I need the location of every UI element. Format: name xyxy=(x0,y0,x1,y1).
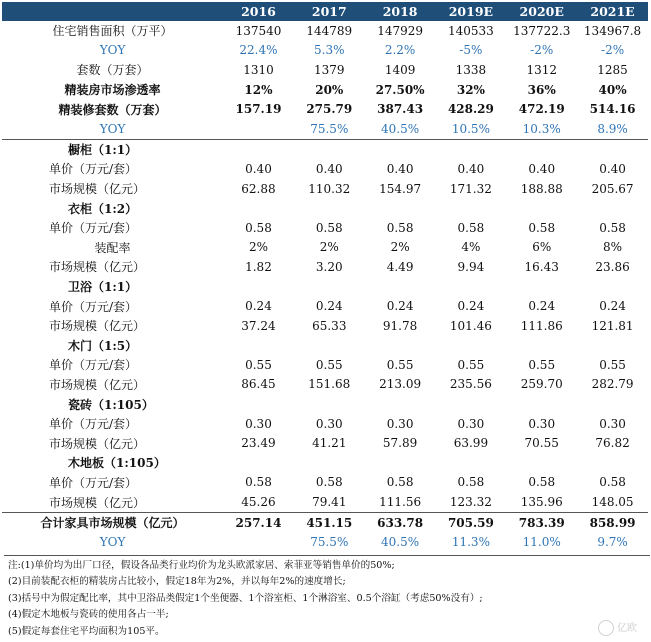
cell-value: 79.41 xyxy=(312,495,347,510)
cell-empty xyxy=(506,277,577,297)
cell-value: 41.21 xyxy=(312,436,347,451)
cell-value: 11.0% xyxy=(522,535,561,550)
cell-value: 62.88 xyxy=(241,181,276,196)
cell-empty xyxy=(506,336,577,356)
cell-value: 4.49 xyxy=(386,259,414,274)
cell-value: 1338 xyxy=(455,62,487,77)
cell-empty xyxy=(294,277,365,297)
footnote-line: (4)假定木地板与瓷砖的使用各占一半; xyxy=(8,609,169,621)
cell-value: 20% xyxy=(315,82,344,97)
header-row xyxy=(2,2,648,21)
row-label: 市场规模（亿元） xyxy=(49,260,146,275)
cell-value: 1379 xyxy=(314,62,345,77)
cell-value: 137540 xyxy=(235,23,282,38)
cell-value: 70.55 xyxy=(524,436,559,451)
cell-empty xyxy=(365,394,436,414)
cell-value: 9.7% xyxy=(597,535,628,550)
cell-value: 783.39 xyxy=(506,512,577,532)
row-area xyxy=(2,21,648,41)
row-decorated-yoy xyxy=(2,119,648,139)
row-label: 橱柜（1:1） xyxy=(68,142,138,157)
cell-value: 0.40 xyxy=(528,161,556,176)
row-label: 精装修套数（万套） xyxy=(58,102,167,117)
cell-value: 40% xyxy=(598,82,627,97)
year-header: 2020E xyxy=(506,2,577,21)
row-units xyxy=(2,60,648,80)
cell-value: 0.40 xyxy=(245,161,272,176)
row-decorated-units xyxy=(2,99,648,119)
cell-value: 1310 xyxy=(243,62,274,77)
cell-value: 0.58 xyxy=(386,220,414,235)
footnotes xyxy=(4,555,650,640)
cell-empty xyxy=(294,139,365,159)
cell-value: 40.5% xyxy=(381,535,420,550)
cell-empty xyxy=(294,336,365,356)
cell-empty xyxy=(223,453,294,473)
category-row xyxy=(2,218,648,238)
cell-empty xyxy=(577,394,648,414)
cell-empty xyxy=(436,453,507,473)
cell-empty xyxy=(506,453,577,473)
watermark-text: 亿欧 xyxy=(617,623,637,634)
watermark-logo-icon xyxy=(598,620,614,636)
cell-empty xyxy=(365,139,436,159)
cell-empty xyxy=(223,336,294,356)
footnote-line: (5)假定每套住宅平均面积为105平。 xyxy=(8,625,165,637)
cell-value: 0.55 xyxy=(315,357,343,372)
cell-value: 0.58 xyxy=(245,475,272,490)
category-header xyxy=(2,277,648,297)
cell-value: 3.20 xyxy=(315,259,343,274)
cell-value: 110.32 xyxy=(308,181,351,196)
cell-value: 0.40 xyxy=(315,161,343,176)
row-label: 卫浴（1:1） xyxy=(68,280,138,295)
category-row xyxy=(2,492,648,512)
category-header xyxy=(2,336,648,356)
row-label: 衣柜（1:2） xyxy=(68,201,138,216)
row-label: 住宅销售面积（万平） xyxy=(52,24,173,39)
cell-value: 86.45 xyxy=(241,377,276,392)
row-label: 单价（万元/套） xyxy=(49,299,138,314)
cell-value: 1.82 xyxy=(245,259,272,274)
cell-value: 0.40 xyxy=(386,161,414,176)
cell-value: 0.30 xyxy=(599,416,626,431)
cell-value: 2% xyxy=(248,240,268,255)
cell-empty xyxy=(436,198,507,218)
cell-value: 0.40 xyxy=(599,161,626,176)
cell-value: 10.5% xyxy=(436,119,507,139)
cell-value: 37.24 xyxy=(241,318,276,333)
category-header xyxy=(2,394,648,414)
cell-empty xyxy=(223,277,294,297)
cell-value: 23.86 xyxy=(595,259,630,274)
cell-empty xyxy=(577,453,648,473)
cell-value: 2% xyxy=(390,240,410,255)
cell-value: 76.82 xyxy=(595,436,630,451)
cell-value: 8.9% xyxy=(577,119,648,139)
row-label: YOY xyxy=(99,43,126,58)
cell-empty xyxy=(365,198,436,218)
row-label: 瓷砖（1:105） xyxy=(68,397,154,412)
row-label: 单价（万元/套） xyxy=(49,221,138,236)
cell-value: 171.32 xyxy=(449,181,492,196)
year-header: 2016 xyxy=(223,2,294,21)
cell-value: 154.97 xyxy=(379,181,422,196)
cell-value: 111.86 xyxy=(520,318,563,333)
row-label: 市场规模（亿元） xyxy=(49,377,146,392)
cell-value: 0.58 xyxy=(315,220,343,235)
cell-value: 2.2% xyxy=(384,43,416,58)
cell-value: 0.58 xyxy=(386,475,414,490)
cell-value: 0.24 xyxy=(245,299,272,314)
cell-value: 63.99 xyxy=(453,436,489,451)
cell-value: 257.14 xyxy=(223,512,294,532)
cell-empty xyxy=(223,198,294,218)
row-label: 市场规模（亿元） xyxy=(49,319,146,334)
cell-value: 157.19 xyxy=(235,102,282,117)
cell-empty xyxy=(577,139,648,159)
cell-value: 0.30 xyxy=(457,416,485,431)
cell-value: 111.56 xyxy=(379,495,422,510)
footnote-line: (2)目前装配衣柜的精装房占比较小，假定18年为2%，并以每年2%的速度增长; xyxy=(8,576,346,588)
cell-value: 0.58 xyxy=(457,475,485,490)
cell-value: 151.68 xyxy=(308,377,351,392)
market-size-table xyxy=(2,2,648,552)
cell-value xyxy=(223,532,294,552)
cell-value: 259.70 xyxy=(520,377,563,392)
row-label: 市场规模（亿元） xyxy=(49,436,146,451)
row-label: 套数（万套） xyxy=(76,63,149,78)
cell-value: 0.30 xyxy=(315,416,343,431)
cell-value: 32% xyxy=(456,82,485,97)
cell-value: 134967.8 xyxy=(583,23,642,38)
cell-value: 0.24 xyxy=(528,299,556,314)
cell-value: 11.3% xyxy=(451,535,490,550)
cell-empty xyxy=(506,394,577,414)
category-header xyxy=(2,198,648,218)
category-header xyxy=(2,453,648,473)
cell-value: -2% xyxy=(601,43,625,58)
row-label: 精装房市场渗透率 xyxy=(64,83,161,98)
cell-value: 0.24 xyxy=(599,299,626,314)
cell-value: 137722.3 xyxy=(513,23,571,38)
cell-value: 0.40 xyxy=(457,161,485,176)
cell-value: 705.59 xyxy=(436,512,507,532)
cell-value: 205.67 xyxy=(591,181,634,196)
cell-value: 472.19 xyxy=(518,102,565,117)
cell-value: 121.81 xyxy=(591,318,634,333)
cell-value: 235.56 xyxy=(449,377,492,392)
cell-empty xyxy=(577,336,648,356)
category-row xyxy=(2,316,648,336)
cell-value: 188.88 xyxy=(520,181,563,196)
cell-value: 0.55 xyxy=(457,357,485,372)
cell-value: 40.5% xyxy=(365,119,436,139)
row-area-yoy xyxy=(2,41,648,61)
cell-value: 0.24 xyxy=(315,299,343,314)
category-row xyxy=(2,257,648,277)
cell-value: 0.58 xyxy=(528,475,556,490)
cell-value: 2% xyxy=(319,240,339,255)
cell-value: 0.24 xyxy=(457,299,485,314)
cell-value: 23.49 xyxy=(241,436,276,451)
cell-value: 451.15 xyxy=(294,512,365,532)
cell-value: 75.5% xyxy=(310,535,349,550)
category-row xyxy=(2,414,648,434)
year-header: 2019E xyxy=(436,2,507,21)
cell-empty xyxy=(223,139,294,159)
cell-value: 0.58 xyxy=(245,220,272,235)
cell-value: 45.26 xyxy=(241,495,276,510)
cell-value: 282.79 xyxy=(591,377,634,392)
footnote-line: 注:(1)单价均为出厂口径，假设各品类行业均价为龙头欧派家居、索菲亚等销售单价的50%; xyxy=(8,560,395,571)
cell-value: 0.24 xyxy=(386,299,414,314)
cell-value: 6% xyxy=(532,240,552,255)
cell-value: 91.78 xyxy=(382,318,418,333)
row-total-yoy xyxy=(2,532,648,552)
cell-value: 858.99 xyxy=(577,512,648,532)
cell-value: 0.30 xyxy=(245,416,272,431)
cell-value: 0.58 xyxy=(599,475,626,490)
cell-value: 0.30 xyxy=(386,416,414,431)
cell-empty xyxy=(223,394,294,414)
row-label: 合计家具市场规模（亿元） xyxy=(2,512,223,532)
row-penetration xyxy=(2,80,648,100)
cell-value: 514.16 xyxy=(589,102,636,117)
cell-value: 0.58 xyxy=(599,220,626,235)
cell-value: 275.79 xyxy=(306,102,353,117)
data-table-frame xyxy=(2,2,648,638)
cell-value: 123.32 xyxy=(449,495,492,510)
row-label: 木地板（1:105） xyxy=(68,456,166,471)
category-row xyxy=(2,159,648,179)
cell-value: 36% xyxy=(527,82,556,97)
cell-value: 0.55 xyxy=(528,357,556,372)
row-total xyxy=(2,512,648,532)
cell-value: 135.96 xyxy=(520,495,563,510)
cell-empty xyxy=(436,139,507,159)
cell-value: 4% xyxy=(461,240,481,255)
cell-value: 75.5% xyxy=(294,119,365,139)
row-label: 单价（万元/套） xyxy=(49,358,138,373)
year-header: 2018 xyxy=(365,2,436,21)
cell-value: 0.58 xyxy=(457,220,485,235)
cell-value: 0.58 xyxy=(528,220,556,235)
cell-empty xyxy=(365,277,436,297)
category-row xyxy=(2,433,648,453)
cell-value: 27.50% xyxy=(375,82,425,97)
category-row xyxy=(2,296,648,316)
cell-value: 144789 xyxy=(306,23,353,38)
header-corner xyxy=(2,2,223,21)
cell-value: 10.3% xyxy=(506,119,577,139)
year-header: 2017 xyxy=(294,2,365,21)
cell-empty xyxy=(294,453,365,473)
cell-value: 8% xyxy=(603,240,623,255)
category-row xyxy=(2,375,648,395)
year-header: 2021E xyxy=(577,2,648,21)
cell-value: 1285 xyxy=(597,62,628,77)
cell-value: 140533 xyxy=(448,23,494,38)
cell-empty xyxy=(365,453,436,473)
cell-value: 633.78 xyxy=(365,512,436,532)
footnote-line: (3)括号中为假定配比率，其中卫浴品类假定1个坐便器、1个浴室柜、1个淋浴室、0.5个浴缸（考虑50%没有）; xyxy=(8,592,483,604)
cell-value: 5.3% xyxy=(314,43,345,58)
cell-value: 387.43 xyxy=(377,102,424,117)
row-label: 单价（万元/套） xyxy=(49,162,138,177)
cell-value: 0.30 xyxy=(528,416,556,431)
cell-value: 0.55 xyxy=(599,357,626,372)
cell-value: 22.4% xyxy=(239,43,278,58)
cell-value: 0.55 xyxy=(386,357,414,372)
cell-value: -5% xyxy=(459,43,483,58)
row-label: 市场规模（亿元） xyxy=(49,495,146,510)
category-row xyxy=(2,473,648,493)
row-label: YOY xyxy=(99,535,126,550)
row-label: 木门（1:5） xyxy=(68,338,138,353)
cell-value: 65.33 xyxy=(312,318,347,333)
cell-value: 213.09 xyxy=(379,377,422,392)
cell-empty xyxy=(294,198,365,218)
cell-empty xyxy=(506,139,577,159)
cell-value: 57.89 xyxy=(382,436,418,451)
cell-empty xyxy=(436,277,507,297)
cell-value: 1409 xyxy=(384,62,416,77)
cell-value: 428.29 xyxy=(447,102,494,117)
category-row xyxy=(2,355,648,375)
cell-empty xyxy=(365,336,436,356)
row-label: YOY xyxy=(2,119,223,139)
category-row xyxy=(2,179,648,199)
category-row xyxy=(2,238,648,258)
cell-empty xyxy=(436,394,507,414)
row-label: 装配率 xyxy=(94,240,131,255)
cell-value: -2% xyxy=(530,43,554,58)
cell-value: 0.55 xyxy=(245,357,272,372)
cell-value xyxy=(223,119,294,139)
cell-empty xyxy=(294,394,365,414)
cell-empty xyxy=(506,198,577,218)
cell-empty xyxy=(577,277,648,297)
row-label: 单价（万元/套） xyxy=(49,417,138,432)
cell-value: 147929 xyxy=(377,23,423,38)
cell-value: 148.05 xyxy=(591,495,634,510)
cell-value: 1312 xyxy=(526,62,557,77)
cell-value: 12% xyxy=(244,82,273,97)
row-label: 单价（万元/套） xyxy=(49,475,138,490)
cell-value: 16.43 xyxy=(524,259,559,274)
watermark xyxy=(598,619,637,636)
category-header xyxy=(2,139,648,159)
row-label: 市场规模（亿元） xyxy=(49,182,146,197)
cell-value: 9.94 xyxy=(457,259,485,274)
cell-empty xyxy=(436,336,507,356)
cell-value: 101.46 xyxy=(449,318,492,333)
cell-empty xyxy=(577,198,648,218)
cell-value: 0.58 xyxy=(315,475,343,490)
